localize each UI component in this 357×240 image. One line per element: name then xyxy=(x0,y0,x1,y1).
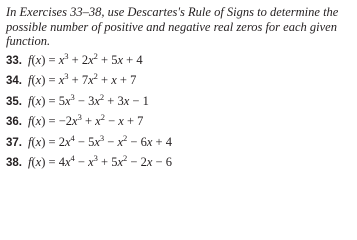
exercise-list xyxy=(6,50,354,176)
exercise-number: 33. xyxy=(6,54,22,67)
exercise-function: $f(x) = x^3 + 7x^2 + x + 7$ xyxy=(28,71,137,87)
exercise-item xyxy=(6,50,354,74)
exercise-number: 37. xyxy=(6,136,22,149)
exercise-item xyxy=(6,73,354,94)
exercise-function: $f(x) = -2x^3 + x^2 - x + 7$ xyxy=(28,112,144,128)
exercise-block xyxy=(6,5,354,176)
exercise-item xyxy=(6,114,354,135)
exercise-item xyxy=(6,91,354,115)
exercise-number: 36. xyxy=(6,116,22,128)
exercise-item xyxy=(6,132,354,156)
exercise-number: 34. xyxy=(6,75,22,87)
instructions-text: In Exercises 33–38, use Descartes's Rule of Signs to determine the possible number of positive and negative real zeros for each given function. xyxy=(6,5,339,48)
exercise-function: $f(x) = 2x^4 - 5x^3 - x^2 - 6x + 4$ xyxy=(28,132,172,149)
exercise-item xyxy=(6,155,354,176)
exercise-function: $f(x) = 5x^3 - 3x^2 + 3x - 1$ xyxy=(28,91,149,108)
exercise-number: 35. xyxy=(6,95,22,108)
exercise-function: $f(x) = 4x^4 - x^3 + 5x^2 - 2x - 6$ xyxy=(28,153,172,169)
exercise-number: 38. xyxy=(6,157,22,169)
exercise-function: $f(x) = x^3 + 2x^2 + 5x + 4$ xyxy=(28,50,143,67)
